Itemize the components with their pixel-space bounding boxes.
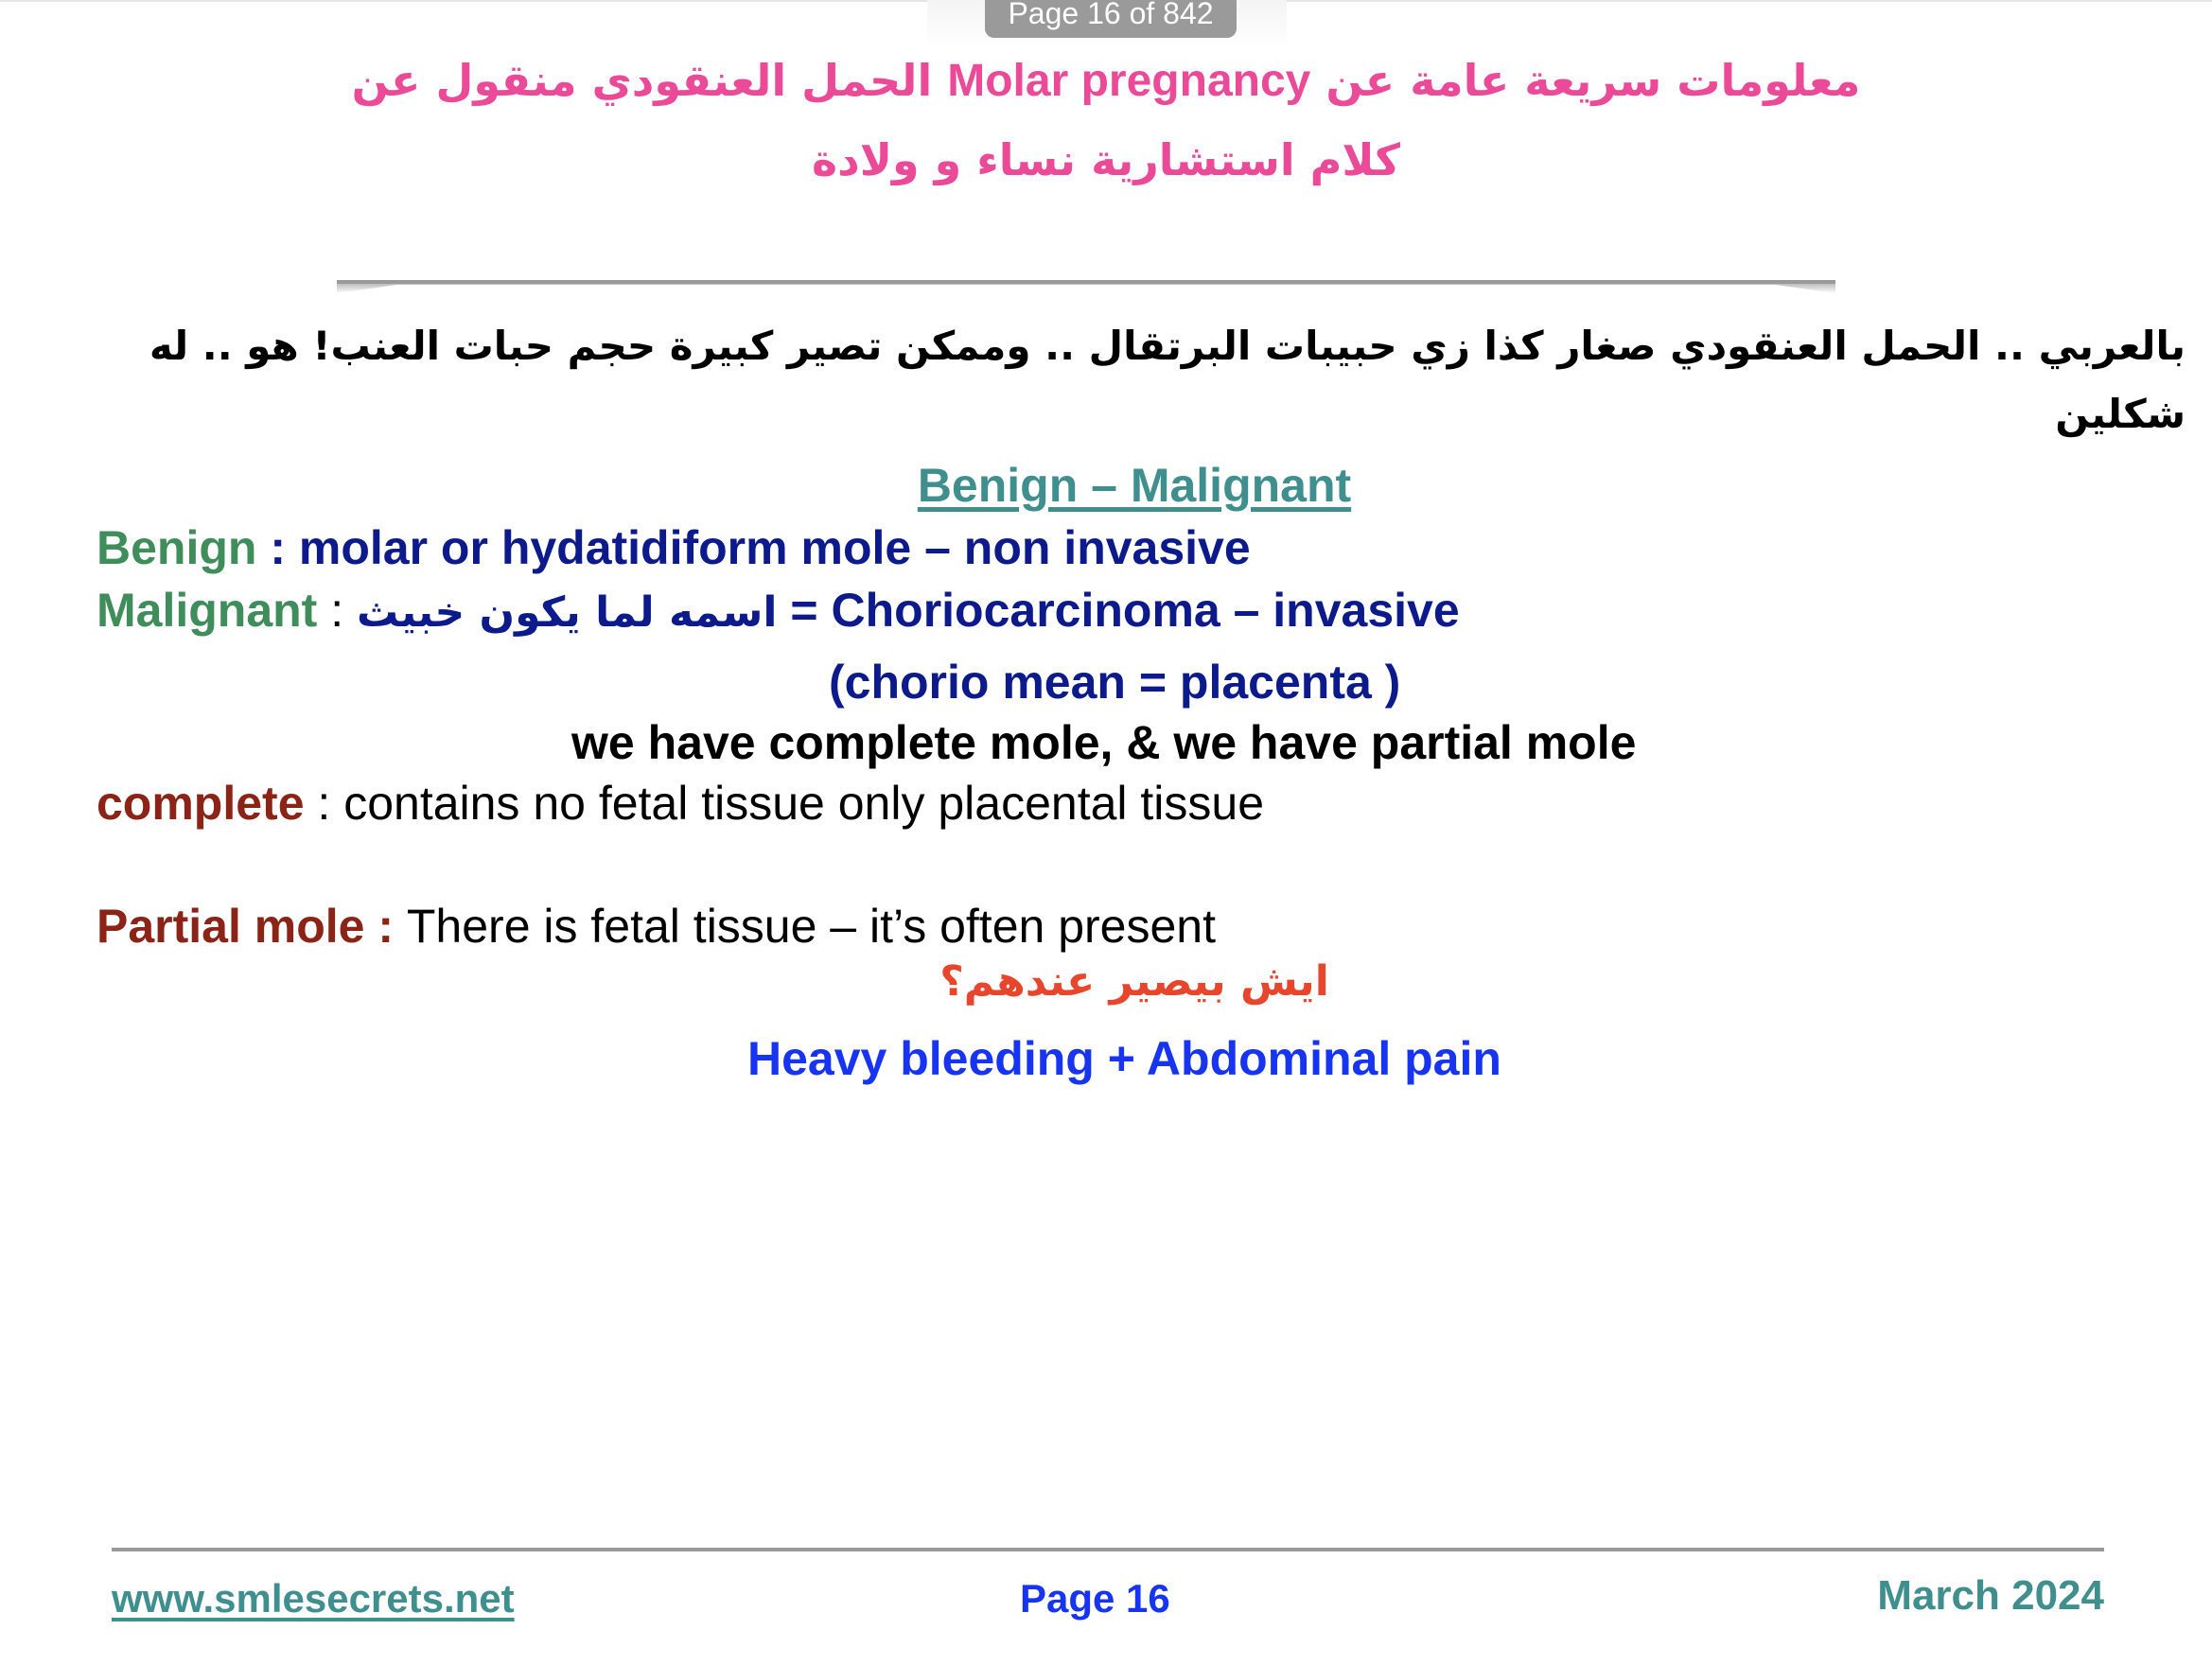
intro-arabic-paragraph: بالعربي .. الحمل العنقودي صغار كذا زي حبيبات البرتقال .. وممكن تصير كبيرة حجم حبات العنب! هو .. له شكلين <box>149 323 2186 437</box>
title-english-term: Molar pregnancy <box>947 56 1311 106</box>
complete-description: contains no fetal tissue only placental tissue <box>343 777 1265 830</box>
page-title-line-1 <box>0 55 2212 107</box>
symptoms-question-arabic: ايش بيصير عندهم؟ <box>939 957 1329 1006</box>
malignant-separator: : <box>317 584 358 637</box>
partial-mole-line <box>97 899 1216 954</box>
page-indicator: Page 16 of 842 <box>985 0 1237 38</box>
benign-description: molar or hydatidiform mole – non invasive <box>298 521 1251 574</box>
malignant-description: = Choriocarcinoma – invasive <box>777 584 1460 637</box>
page-title-line-2: كلام استشارية نساء و ولادة <box>811 134 1401 185</box>
divider-shadow <box>337 284 1835 293</box>
section-heading-benign-malignant: Benign – Malignant <box>917 459 1352 512</box>
symptoms-text: Heavy bleeding + Abdominal pain <box>747 1032 1501 1085</box>
divider-bar <box>337 280 1835 284</box>
malignant-line <box>97 583 1460 638</box>
partial-description: There is fetal tissue – it’s often present <box>406 900 1216 953</box>
partial-label: Partial mole : <box>97 900 407 953</box>
chorio-meaning-note: (chorio mean = placenta ) <box>829 656 1401 709</box>
complete-label: complete <box>97 777 305 830</box>
title-arabic-part-2: الحمل العنقودي منقول عن <box>351 55 933 106</box>
benign-separator: : <box>256 521 299 574</box>
header-divider <box>337 280 1835 293</box>
benign-label: Benign <box>97 521 257 574</box>
title-arabic-part-1: معلومات سريعة عامة عن <box>1325 55 1861 106</box>
benign-line <box>97 520 1251 575</box>
footer-website-link[interactable]: www.smlesecrets.net <box>112 1576 515 1621</box>
footer-page-number: Page 16 <box>1020 1576 1170 1621</box>
footer-date: March 2024 <box>1877 1572 2104 1619</box>
malignant-label: Malignant <box>97 584 318 637</box>
complete-mole-line <box>97 776 1264 831</box>
footer-divider <box>112 1548 2104 1551</box>
complete-separator: : <box>304 777 344 830</box>
malignant-arabic-note: اسمه لما يكون خبيث <box>357 588 778 637</box>
mole-types-statement: we have complete mole, & we have partial mole <box>571 716 1637 769</box>
